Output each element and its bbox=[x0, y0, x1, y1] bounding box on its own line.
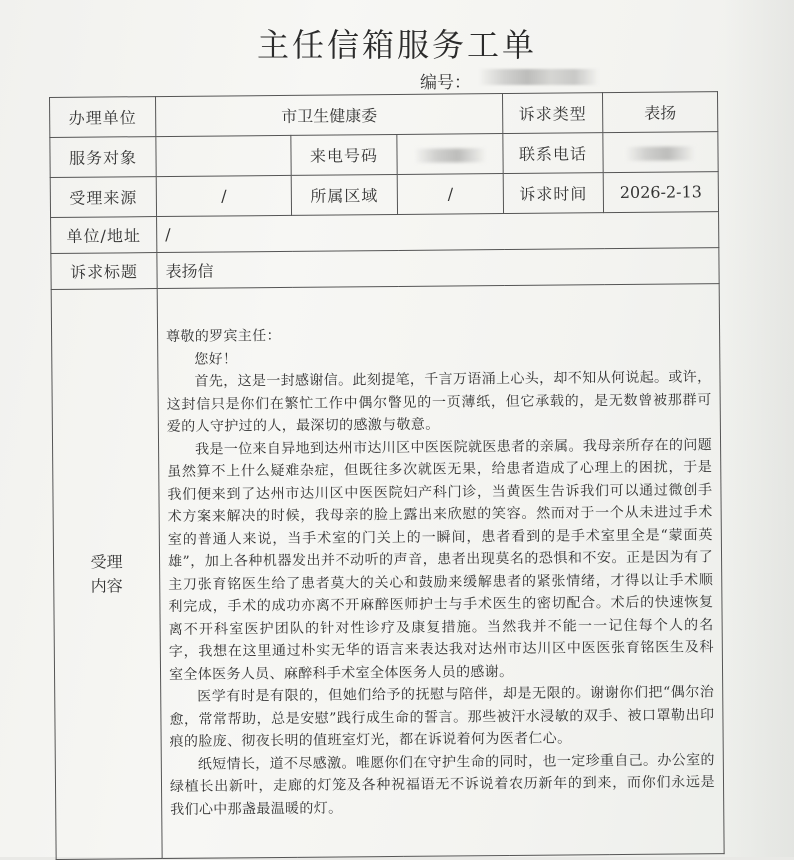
service-target-label: 服务对象 bbox=[50, 137, 156, 178]
form-row-source bbox=[50, 172, 718, 218]
request-time-value: 2026-2-13 bbox=[603, 172, 718, 213]
accept-source-label: 受理来源 bbox=[50, 177, 156, 218]
page-title: 主任信箱服务工单 bbox=[256, 26, 537, 64]
area-label: 所属区域 bbox=[291, 174, 397, 215]
form-row-address bbox=[51, 212, 719, 254]
contact-phone-value bbox=[603, 132, 718, 173]
serial-number-label: 编号： bbox=[420, 73, 471, 93]
service-ticket-form bbox=[49, 91, 725, 860]
letter-salutation: 尊敬的罗宾主任： bbox=[166, 327, 281, 345]
caller-number-value bbox=[397, 134, 503, 175]
form-row-content bbox=[51, 284, 724, 860]
address-label: 单位/地址 bbox=[51, 217, 157, 254]
subject-value: 表扬信 bbox=[157, 248, 719, 289]
letter-paragraph: 我是一位来自异地到达州市达川区中医医院就医患者的亲属。我母亲所存在的问题虽然算不上什么疑难杂症，但既往多次就医无果，给患者造成了心理上的困扰，于是我们便来到了达州市达川区中医医院妇产科门诊，当黄医生告诉我们可以通过微创手术方案来解决的时候，我母亲的脸上露出来欣慰的笑容。然而对于一个从未进过手术室的普通人来说，当手术室的门关上的一瞬间，患者看到的是手术室里全是“蒙面英雄”，加上各种机器发出并不动听的声音，患者出现莫名的恐惧和不安。正是因为有了主刀张育铭医生给了患者莫大的关心和鼓励来缓解患者的紧张情绪，才得以让手术顺利完成，手术的成功亦离不开麻醉医师护士与手术医生的密切配合。术后的快速恢复离不开科室医护团队的针对性诊疗及康复措施。当然我并不能一一记住每个人的名字，我想在这里通过朴实无华的语言来表达我对达州市达川区中医医张育铭医生及科室全体医务人员、麻醉科手术室全体医务人员的感谢。 bbox=[167, 436, 714, 683]
paper-shadow bbox=[724, 0, 794, 857]
request-type-value: 表扬 bbox=[602, 92, 717, 133]
request-type-label: 诉求类型 bbox=[502, 93, 602, 134]
handling-unit-value: 市卫生健康委 bbox=[156, 94, 503, 137]
request-time-label: 诉求时间 bbox=[503, 173, 603, 214]
form-row-contact bbox=[50, 132, 718, 178]
content-label-line-1: 受理 bbox=[90, 551, 123, 572]
address-value: / bbox=[157, 212, 719, 253]
letter-paragraph: 首先，这是一封感谢信。此刻提笔，千言万语涌上心头，却不知从何说起。或许，这封信只是你们在繁忙工作中偶尔瞥见的一页薄纸，但它承载的，是无数曾被那群可爱的人守护过的人，最深切的感激与敬意。 bbox=[166, 369, 712, 435]
form-row-subject bbox=[51, 248, 719, 290]
redacted-contact-phone bbox=[625, 146, 695, 161]
service-target-value bbox=[156, 135, 291, 176]
area-value: / bbox=[397, 174, 503, 215]
content-label bbox=[51, 289, 162, 860]
handling-unit-label: 办理单位 bbox=[50, 97, 156, 138]
subject-label: 诉求标题 bbox=[51, 253, 157, 290]
redacted-caller-number bbox=[415, 148, 485, 163]
accept-source-value: / bbox=[156, 175, 291, 216]
contact-phone-label: 联系电话 bbox=[503, 133, 603, 174]
letter-greeting: 您好！ bbox=[194, 350, 238, 368]
letter-content bbox=[157, 284, 724, 859]
form-row-unit bbox=[50, 92, 718, 138]
content-label-line-2: 内容 bbox=[90, 575, 123, 596]
caller-number-label: 来电号码 bbox=[291, 134, 397, 175]
letter-paragraph: 纸短情长，道不尽感激。唯愿你们在守护生命的同时，也一定珍重自己。办公室的绿植长出新叶，走廊的灯笼及各种祝福语无不诉说着农历新年的到来，而你们永远是我们心中那盏最温暖的灯。 bbox=[169, 751, 716, 818]
redacted-serial-number bbox=[480, 69, 598, 85]
letter-paragraph: 医学有时是有限的，但她们给予的抚慰与陪伴，却是无限的。谢谢你们把“偶尔治愈，常常帮助，总是安慰”践行成生命的誓言。那些被汗水浸敏的双手、被口罩勒出印痕的脸庞、彻夜长明的值班室灯光，都在诉说着何为医者仁心。 bbox=[169, 684, 715, 750]
